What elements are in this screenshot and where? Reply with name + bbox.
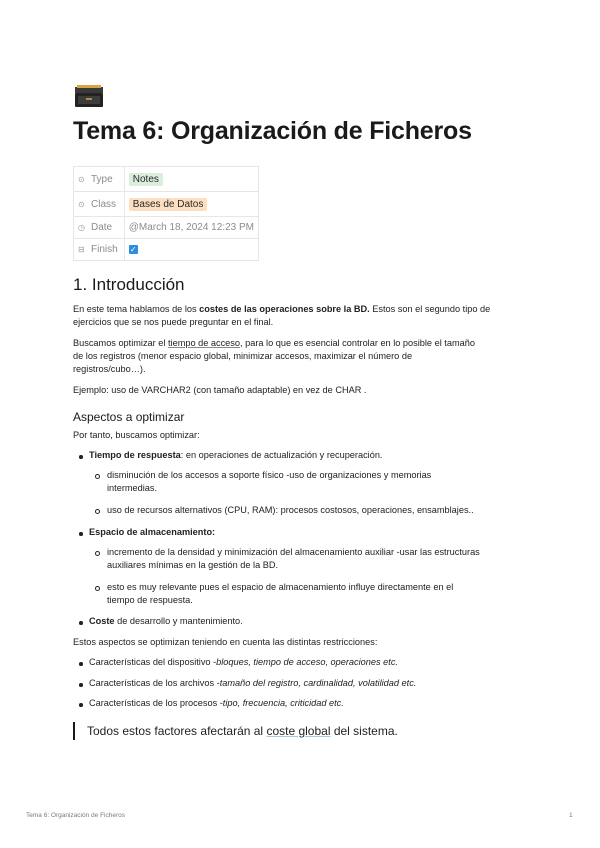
property-key: Finish [91,244,118,255]
link-coste-global[interactable]: coste global [266,724,331,738]
page-title: Tema 6: Organización de Ficheros [73,117,472,145]
property-key: Class [91,198,117,210]
sub-bullet-icon [95,509,100,514]
list-item: auxiliares mínimas en la gestión de la BD. [107,560,279,570]
quote-block: Todos estos factores afectarán al coste global del sistema. [87,724,398,738]
list-item: Características de los procesos -tipo, frecuencia, criticidad etc. [89,698,344,708]
paragraph-line: En este tema hablamos de los costes de las operaciones sobre la BD. Estos son el segundo tipo de [73,304,491,314]
paragraph-line: Por tanto, buscamos optimizar: [73,430,200,440]
bullet-icon [79,621,83,625]
list-item: Características del dispositivo -bloques, tiempo de acceso, operaciones etc. [89,657,398,667]
clock-icon: ◷ [78,223,85,232]
bullet-icon [79,683,83,687]
paragraph-line: de los registros (menor espacio global, minimizar accesos, maximizar el número de [73,351,413,361]
quote-bar [73,722,75,740]
property-row-class [74,192,259,217]
bullet-icon [79,662,83,666]
list-item: uso de recursos alternativos (CPU, RAM): procesos costosos, operaciones, ensamblajes.. [107,505,474,515]
bullet-icon [79,455,83,459]
list-item: Tiempo de respuesta: en operaciones de actualización y recuperación. [89,450,383,460]
list-item: Características de los archivos -tamaño del registro, cardinalidad, volatilidad etc. [89,678,417,688]
list-item: incremento de la densidad y minimización del almacenamiento auxiliar -usar las estructuras [107,547,480,557]
bullet-icon [79,532,83,536]
sub-bullet-icon [95,474,100,479]
footer-title: Tema 6: Organización de Ficheros [26,812,125,819]
bullet-icon [79,703,83,707]
page-number: 1 [569,812,573,819]
checkbox-icon: ⊟ [78,245,85,254]
property-row-finish [74,239,259,261]
section-heading-introduccion: 1. Introducción [73,275,185,294]
section-heading-aspectos: Aspectos a optimizar [73,410,185,424]
list-item: esto es muy relevante pues el espacio de almacenamiento influye directamente en el [107,582,454,592]
property-row-type [74,167,259,192]
paragraph-line: registros/cubo…). [73,364,146,374]
link-tiempo-de-acceso[interactable]: tiempo de acceso [167,338,240,348]
sub-bullet-icon [95,586,100,591]
class-tag[interactable]: Bases de Datos [129,198,208,211]
paragraph-line: Estos aspectos se optimizan teniendo en cuenta las distintas restricciones: [73,637,378,647]
paragraph-line: Ejemplo: uso de VARCHAR2 (con tamaño adaptable) en vez de CHAR . [73,385,367,395]
paragraph-line: Buscamos optimizar el tiempo de acceso, para lo que es esencial controlar en lo posible el tamaño [73,338,475,348]
paragraph-line: ejercicios que se nos puede preguntar en el final. [73,317,274,327]
circle-dot-icon: ⊙ [78,174,85,184]
circle-dot-icon: ⊙ [78,199,85,209]
list-item: Coste de desarrollo y mantenimiento. [89,616,243,626]
list-item: Espacio de almacenamiento: [89,527,216,537]
sub-bullet-icon [95,551,100,556]
date-value[interactable]: @March 18, 2024 12:23 PM [128,222,254,233]
properties-table [73,166,259,261]
property-row-date [74,217,259,239]
filing-cabinet-icon [74,84,104,108]
list-item: intermedias. [107,483,158,493]
type-tag[interactable]: Notes [129,173,163,186]
list-item: tiempo de respuesta. [107,595,193,605]
finish-checkbox[interactable]: ✓ [129,245,137,254]
property-key: Type [91,173,113,185]
list-item: disminución de los accesos a soporte físico -uso de organizaciones y memorias [107,470,432,480]
property-key: Date [91,222,113,233]
